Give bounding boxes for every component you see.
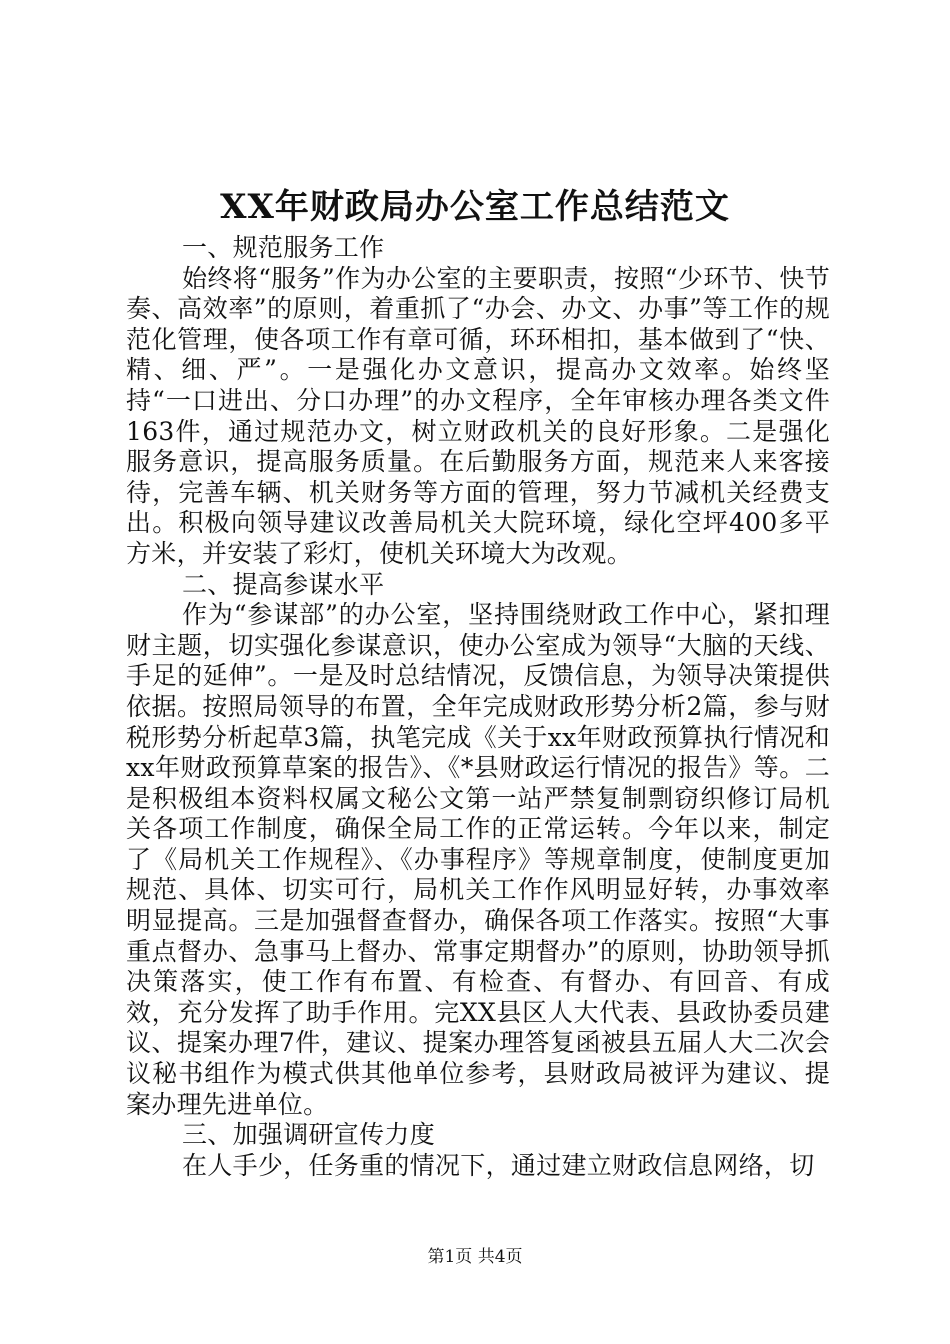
section-heading-1: 一、规范服务工作 <box>182 233 385 262</box>
document-body <box>126 233 830 1181</box>
section-paragraph-1: 始终将“服务”作为办公室的主要职责，按照“少环节、快节奏、高效率”的原则，着重抓了“办会、办文、办事”等工作的规范化管理，使各项工作有章可循，环环相扣，基本做到了“快、精、细、严”。一是强化办文意识，提高办文效率。始终坚持“一口进出、分口办理”的办文程序，全年审核办理各类文件163件，通过规范办文，树立财政机关的良好形象。二是强化服务意识，提高服务质量。在后勤服务方面，规范来人来客接待，完善车辆、机关财务等方面的管理，努力节减机关经费支出。积极向领导建议改善局机关大院环境，绿化空坪400多平方米，并安装了彩灯，使机关环境大为改观。 <box>126 263 830 568</box>
section-heading-2: 二、提高参谋水平 <box>182 569 385 599</box>
section-paragraph-3: 在人手少，任务重的情况下，通过建立财政信息网络，切 <box>182 1150 815 1180</box>
document-title: XX年财政局办公室工作总结范文 <box>220 187 730 227</box>
section-heading-3: 三、加强调研宣传力度 <box>182 1120 436 1150</box>
section-paragraph-2: 作为“参谋部”的办公室，坚持围绕财政工作中心，紧扣理财主题，切实强化参谋意识，使办公室成为领导“大脑的天线、手足的延伸”。一是及时总结情况，反馈信息，为领导决策提供依据。按照局领导的布置，全年完成财政形势分析2篇，参与财税形势分析起草3篇，执笔完成《关于xx年财政预算执行情况和xx年财政预算草案的报告》、《*县财政运行情况的报告》等。二是积极组本资料权属文秘公文第一站严禁复制剽窃织修订局机关各项工作制度，确保全局工作的正常运转。今年以来，制定了《局机关工作规程》、《办事程序》等规章制度，使制度更加规范、具体、切实可行，局机关工作作风明显好转，办事效率明显提高。三是加强督查督办，确保各项工作落实。按照“大事重点督办、急事马上督办、常事定期督办”的原则，协助领导抓决策落实，使工作有布置、有检查、有督办、有回音、有成效，充分发挥了助手作用。完XX县区人大代表、县政协委员建议、提案办理7件，建议、提案办理答复函被县五届人大二次会议秘书组作为模式供其他单位参考，县财政局被评为建议、提案办理先进单位。 <box>126 600 830 1119</box>
page-footer: 第1页 共4页 <box>427 1247 523 1267</box>
